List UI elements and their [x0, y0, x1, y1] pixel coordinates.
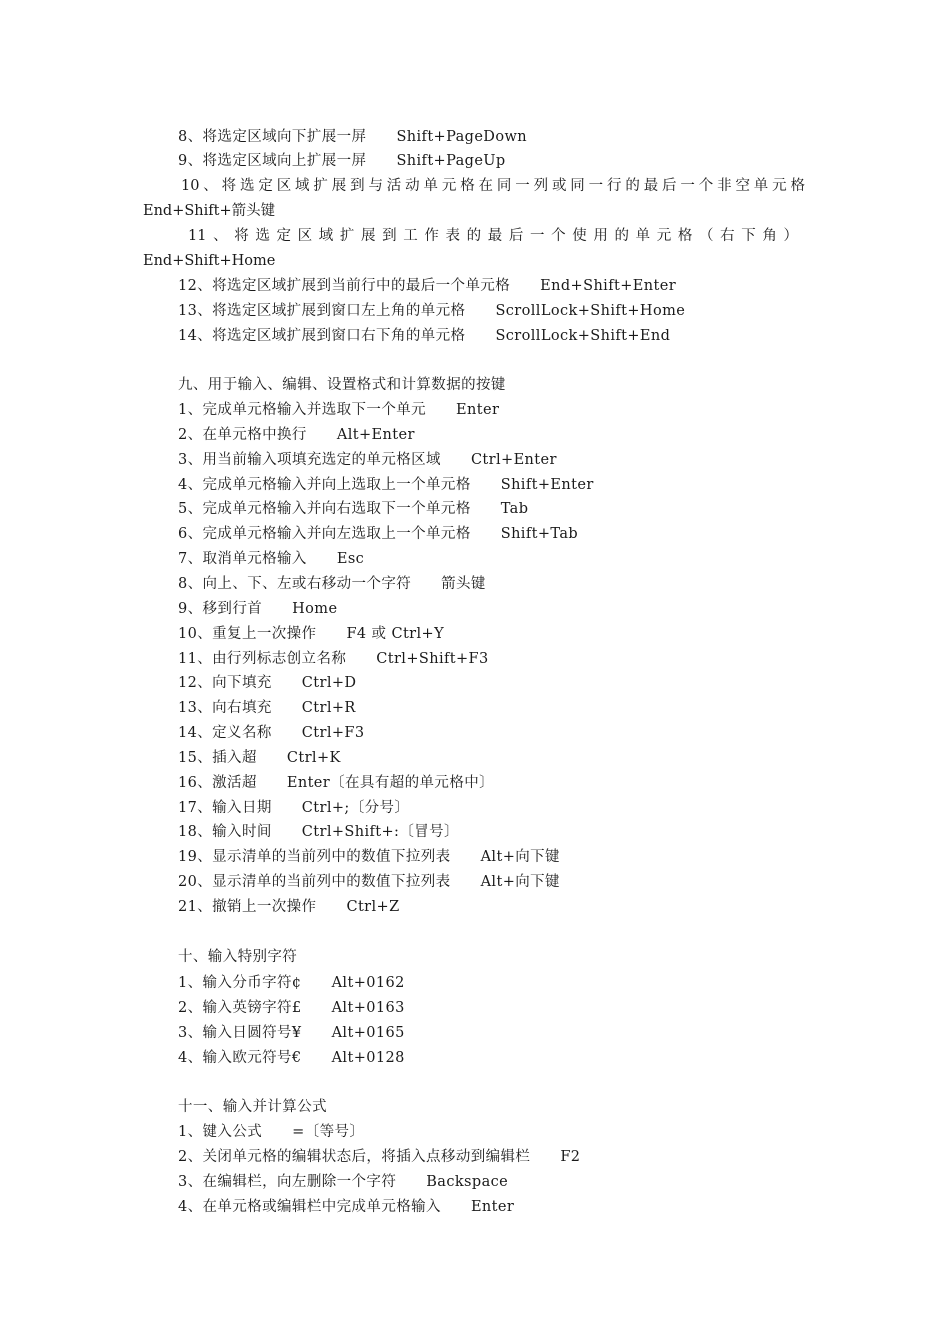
shortcut-description-wrapped: 11、将选定区域扩展到工作表的最后一个使用的单元格（右下角）	[188, 228, 798, 244]
shortcut-line	[178, 773, 494, 793]
shortcut-key: Ctrl+;〔分号〕	[301, 799, 410, 816]
shortcut-line	[178, 624, 444, 644]
shortcut-description: 12、将选定区域扩展到当前行中的最后一个单元格	[178, 278, 511, 294]
shortcut-key: End+Shift+Enter	[540, 278, 677, 294]
shortcut-key: Backspace	[426, 1174, 509, 1190]
shortcut-key: Ctrl+F3	[301, 725, 365, 742]
shortcut-line	[178, 723, 365, 743]
shortcut-description: 6、完成单元格输入并向左选取上一个单元格	[178, 526, 471, 543]
shortcut-description: 20、显示清单的当前列中的数值下拉列表	[178, 874, 451, 891]
shortcut-line	[178, 450, 557, 470]
shortcut-key: Alt+Enter	[336, 426, 415, 443]
shortcut-line	[178, 326, 670, 346]
shortcut-key: Enter	[456, 402, 500, 418]
shortcut-description: 10、重复上一次操作	[178, 625, 317, 642]
shortcut-key: Ctrl+R	[301, 700, 356, 717]
shortcut-description: 1、键入公式	[178, 1124, 263, 1140]
shortcut-line	[178, 549, 364, 569]
shortcut-description: 8、向上、下、左或右移动一个字符	[178, 575, 412, 592]
shortcut-line	[178, 1023, 405, 1043]
shortcut-key: ScrollLock+Shift+Home	[495, 303, 686, 319]
shortcut-line	[178, 151, 506, 171]
shortcut-line	[178, 301, 685, 321]
shortcut-description: 3、在编辑栏，向左删除一个字符	[178, 1174, 397, 1190]
shortcut-line	[178, 1197, 514, 1217]
shortcut-description: 18、输入时间	[178, 824, 272, 841]
shortcut-line	[178, 973, 405, 993]
shortcut-description: 21、撤销上一次操作	[178, 899, 317, 915]
shortcut-description: 5、完成单元格输入并向右选取下一个单元格	[178, 501, 471, 518]
shortcut-line	[178, 649, 489, 669]
shortcut-key: Shift+Enter	[500, 476, 594, 493]
shortcut-description: 1、输入分币字符¢	[178, 975, 302, 991]
shortcut-line	[178, 847, 560, 867]
shortcut-line	[178, 475, 594, 495]
shortcut-key-wrapped: End+Shift+箭头键	[143, 203, 276, 219]
shortcut-line	[178, 1147, 580, 1167]
shortcut-line	[178, 1048, 405, 1068]
shortcut-key: Ctrl+Enter	[470, 451, 557, 468]
shortcut-description: 13、将选定区域扩展到窗口左上角的单元格	[178, 303, 466, 319]
shortcut-description: 17、输入日期	[178, 799, 272, 816]
shortcut-line	[178, 998, 405, 1018]
shortcut-description: 2、在单元格中换行	[178, 426, 307, 443]
section-heading: 九、用于输入、编辑、设置格式和计算数据的按键	[178, 377, 506, 393]
shortcut-description: 9、移到行首	[178, 600, 263, 617]
shortcut-description: 4、输入欧元符号€	[178, 1049, 302, 1066]
shortcut-description: 15、插入超	[178, 749, 257, 766]
shortcut-description: 16、激活超	[178, 774, 257, 791]
shortcut-description: 7、取消单元格输入	[178, 551, 307, 568]
shortcut-key: Home	[292, 600, 338, 617]
shortcut-line	[178, 748, 341, 768]
shortcut-description: 11、由行列标志创立名称	[178, 650, 347, 667]
shortcut-key: Alt+0128	[331, 1049, 405, 1066]
shortcut-line	[178, 1172, 508, 1192]
shortcut-description: 9、将选定区域向上扩展一屏	[178, 153, 367, 169]
shortcut-key: Alt+向下键	[480, 874, 560, 891]
shortcut-key: Enter	[470, 1199, 515, 1215]
shortcut-line	[178, 872, 560, 892]
shortcut-line	[178, 127, 527, 147]
shortcut-description: 4、完成单元格输入并向上选取上一个单元格	[178, 476, 471, 493]
shortcut-key: F2	[560, 1149, 581, 1165]
shortcut-line	[178, 897, 400, 917]
shortcut-key: Esc	[336, 551, 365, 568]
shortcut-line	[178, 524, 578, 544]
shortcut-key: Alt+向下键	[480, 849, 560, 866]
shortcut-description: 1、完成单元格输入并选取下一个单元	[178, 402, 427, 418]
shortcut-line	[178, 599, 337, 619]
shortcut-line	[178, 798, 409, 818]
shortcut-key: Ctrl+Z	[346, 899, 400, 915]
shortcut-line	[178, 1122, 364, 1142]
shortcut-description: 8、将选定区域向下扩展一屏	[178, 129, 367, 145]
shortcut-key: Shift+PageUp	[396, 153, 506, 169]
section-heading: 十、输入特别字符	[178, 949, 298, 965]
shortcut-line	[178, 698, 356, 718]
shortcut-key: Enter〔在具有超的单元格中〕	[286, 774, 495, 791]
shortcut-description: 19、显示清单的当前列中的数值下拉列表	[178, 849, 451, 866]
shortcut-description: 2、关闭单元格的编辑状态后，将插入点移动到编辑栏	[178, 1149, 531, 1165]
shortcut-key: =〔等号〕	[292, 1124, 365, 1140]
shortcut-key: 箭头键	[441, 575, 486, 592]
shortcut-key: Ctrl+K	[286, 749, 341, 766]
shortcut-description: 12、向下填充	[178, 675, 272, 692]
shortcut-line	[178, 425, 415, 445]
shortcut-key: Shift+PageDown	[396, 129, 528, 145]
shortcut-description: 3、输入日圆符号¥	[178, 1024, 302, 1041]
shortcut-description: 14、将选定区域扩展到窗口右下角的单元格	[178, 328, 466, 344]
shortcut-key: Shift+Tab	[500, 526, 579, 543]
shortcut-key: Alt+0162	[331, 975, 405, 991]
shortcut-line	[178, 499, 528, 519]
shortcut-key: Ctrl+Shift+:〔冒号〕	[301, 824, 459, 841]
shortcut-key: Ctrl+Shift+F3	[376, 650, 489, 667]
shortcut-key: F4 或 Ctrl+Y	[346, 625, 445, 642]
shortcut-key: ScrollLock+Shift+End	[495, 328, 671, 344]
section-heading: 十一、输入并计算公式	[178, 1099, 327, 1115]
shortcut-key: Alt+0163	[331, 999, 405, 1016]
shortcut-description: 4、在单元格或编辑栏中完成单元格输入	[178, 1199, 441, 1215]
shortcut-key: Tab	[500, 501, 529, 518]
shortcut-description-wrapped: 10、将选定区域扩展到与活动单元格在同一列或同一行的最后一个非空单元格	[181, 178, 805, 194]
shortcut-description: 3、用当前输入项填充选定的单元格区域	[178, 451, 441, 468]
shortcut-description: 13、向右填充	[178, 700, 272, 717]
shortcut-line	[178, 276, 676, 296]
shortcut-line	[178, 822, 459, 842]
shortcut-description: 14、定义名称	[178, 725, 272, 742]
shortcut-line	[178, 673, 356, 693]
shortcut-description: 2、输入英镑字符£	[178, 999, 302, 1016]
shortcut-line	[178, 574, 486, 594]
shortcut-key: Alt+0165	[331, 1024, 405, 1041]
shortcut-key-wrapped: End+Shift+Home	[143, 253, 276, 269]
shortcut-line	[178, 400, 499, 420]
shortcut-key: Ctrl+D	[301, 675, 357, 692]
